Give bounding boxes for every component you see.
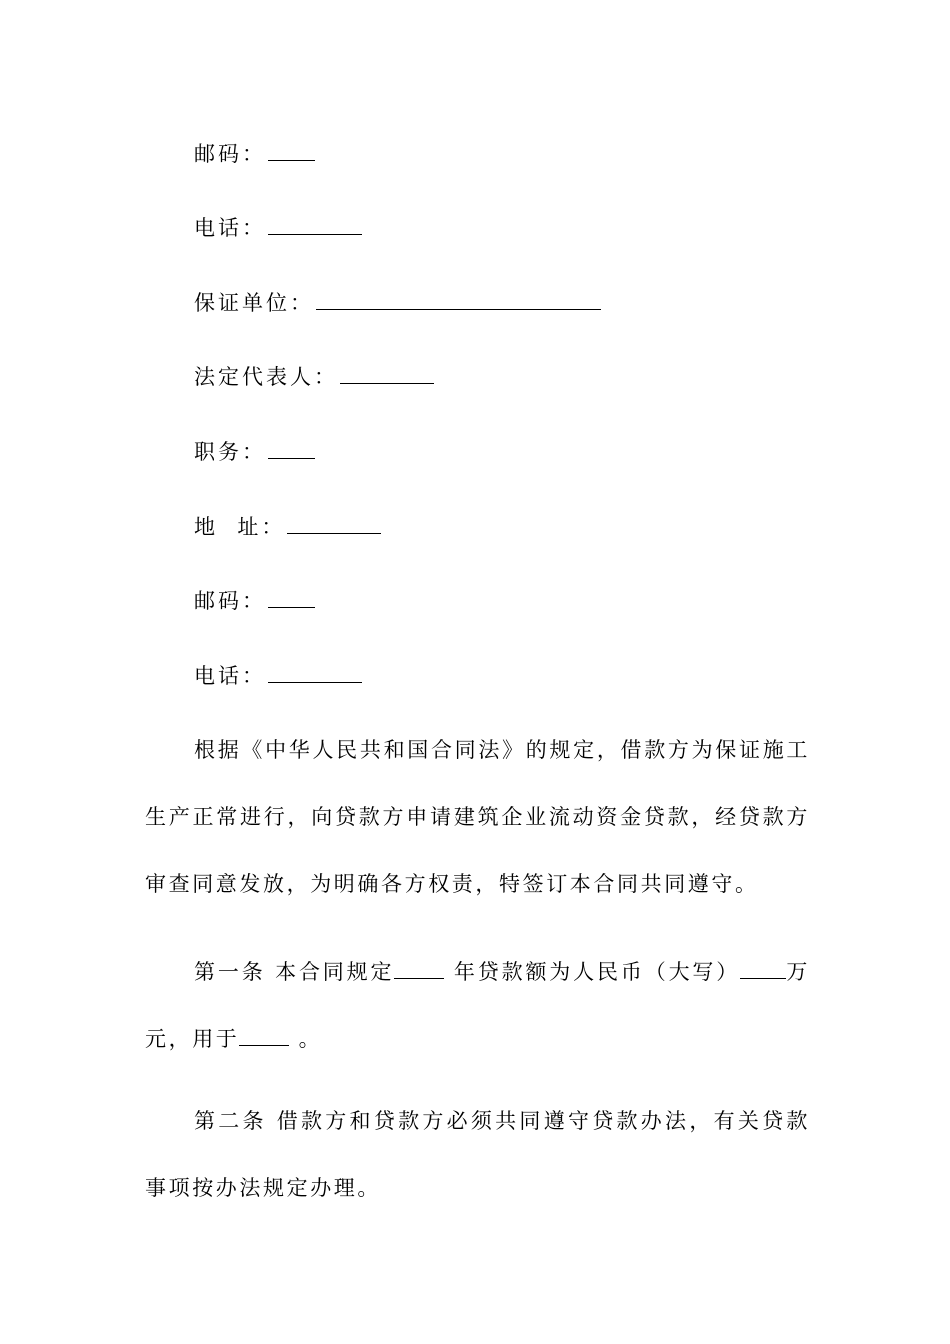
field-label: 电话： [194, 664, 266, 688]
field-label: 邮码： [194, 142, 266, 166]
field-position [194, 436, 315, 467]
article-1-text: 万元，用于 [145, 960, 810, 1051]
article-1-text: 第一条 本合同规定 [194, 960, 395, 984]
field-phone-2 [194, 660, 362, 691]
field-label: 邮码： [194, 589, 266, 613]
article-1-text: 年贷款额为人民币（大写） [444, 960, 741, 984]
field-postcode-1 [194, 138, 315, 169]
field-guarantor [194, 287, 601, 318]
field-label: 地 址： [194, 515, 286, 539]
field-address [194, 511, 381, 542]
preamble-paragraph: 根据《中华人民共和国合同法》的规定，借款方为保证施工生产正常进行，向贷款方申请建筑企业流动资金贷款，经贷款方审查同意发放，为明确各方权责，特签订本合同共同遵守。 [145, 738, 810, 896]
field-label: 电话： [194, 216, 266, 240]
field-phone-1 [194, 212, 362, 243]
blank-line [268, 436, 315, 459]
field-label: 保证单位： [194, 291, 314, 315]
article-1-paragraph [145, 939, 810, 1073]
blank-line [740, 956, 786, 979]
blank-line [268, 585, 315, 608]
blank-line [316, 287, 601, 310]
field-postcode-2 [194, 585, 315, 616]
blank-line [394, 956, 444, 979]
field-label: 职务： [194, 440, 266, 464]
field-label: 法定代表人： [194, 365, 338, 389]
blank-line [239, 1023, 289, 1046]
blank-line [268, 660, 362, 683]
article-1-text: 。 [289, 1027, 323, 1051]
blank-line [268, 138, 315, 161]
blank-line [287, 511, 381, 534]
field-legal-representative [194, 361, 434, 392]
article-2-paragraph: 第二条 借款方和贷款方必须共同遵守贷款办法，有关贷款事项按办法规定办理。 [145, 1109, 810, 1200]
blank-line [340, 361, 434, 384]
blank-line [268, 212, 362, 235]
